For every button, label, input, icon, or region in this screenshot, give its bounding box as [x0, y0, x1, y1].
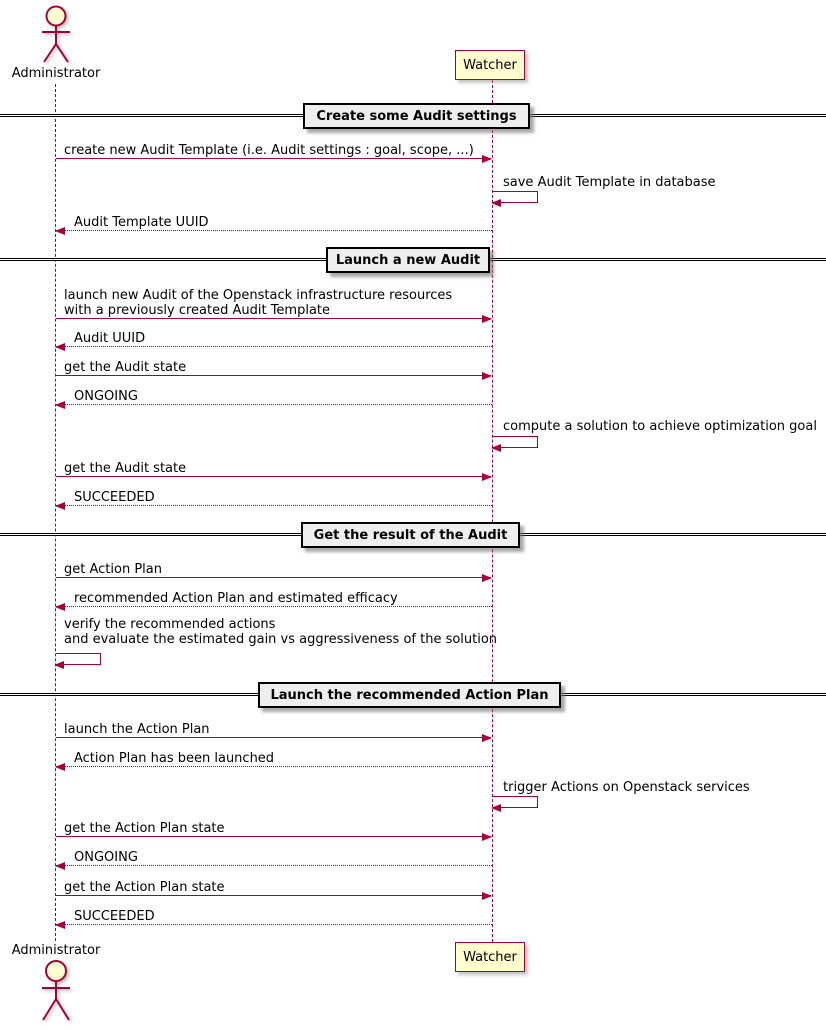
- message-arrow-solid: [56, 577, 491, 578]
- message-arrow-return: [56, 766, 492, 767]
- divider-create-audit-settings: Create some Audit settings: [303, 103, 530, 129]
- watcher-participant-top: Watcher: [455, 50, 525, 80]
- watcher-participant-bottom: Watcher: [455, 942, 525, 972]
- message-label: create new Audit Template (i.e. Audit settings : goal, scope, ...): [64, 143, 474, 158]
- message-label: launch new Audit of the Openstack infrastructure resources with a previously created Audit Template: [64, 288, 453, 318]
- arrowhead-left-icon: [55, 502, 65, 510]
- self-message-loop: [56, 653, 101, 665]
- divider-get-result: Get the result of the Audit: [301, 522, 520, 548]
- message-label: launch the Action Plan: [64, 722, 210, 737]
- self-message-loop: [493, 191, 538, 203]
- message-label: get the Audit state: [64, 461, 187, 476]
- self-message-loop: [493, 436, 538, 448]
- arrowhead-left-icon: [55, 603, 65, 611]
- administrator-label-bottom: Administrator: [11, 943, 101, 958]
- arrowhead-left-icon: [491, 199, 501, 207]
- message-label: get the Audit state: [64, 360, 187, 375]
- arrowhead-right-icon: [482, 892, 492, 900]
- administrator-label-top: Administrator: [11, 66, 101, 81]
- message-label: ONGOING: [74, 389, 138, 404]
- arrowhead-right-icon: [482, 574, 492, 582]
- arrowhead-left-icon: [55, 343, 65, 351]
- arrowhead-left-icon: [55, 862, 65, 870]
- arrowhead-right-icon: [482, 315, 492, 323]
- message-arrow-solid: [56, 375, 491, 376]
- arrowhead-left-icon: [55, 401, 65, 409]
- message-label: Audit Template UUID: [74, 215, 209, 230]
- arrowhead-right-icon: [482, 833, 492, 841]
- message-arrow-solid: [56, 895, 491, 896]
- message-arrow-return: [56, 230, 492, 231]
- message-arrow-return: [56, 924, 492, 925]
- administrator-actor-icon: [36, 4, 76, 66]
- message-label: get the Action Plan state: [64, 821, 225, 836]
- self-message-loop: [493, 796, 538, 808]
- arrowhead-left-icon: [491, 804, 501, 812]
- arrowhead-left-icon: [55, 227, 65, 235]
- message-arrow-solid: [56, 158, 491, 159]
- message-label: recommended Action Plan and estimated efficacy: [74, 591, 398, 606]
- message-arrow-solid: [56, 318, 491, 319]
- arrowhead-right-icon: [482, 734, 492, 742]
- message-label: verify the recommended actions and evaluate the estimated gain vs aggressiveness of the solution: [64, 617, 498, 647]
- message-arrow-return: [56, 346, 492, 347]
- message-label: get the Action Plan state: [64, 880, 225, 895]
- message-arrow-solid: [56, 737, 491, 738]
- message-arrow-return: [56, 505, 492, 506]
- arrowhead-left-icon: [54, 661, 64, 669]
- message-arrow-return: [56, 865, 492, 866]
- message-label: save Audit Template in database: [503, 175, 716, 190]
- message-label: Audit UUID: [74, 331, 146, 346]
- arrowhead-right-icon: [482, 473, 492, 481]
- message-arrow-return: [56, 404, 492, 405]
- watcher-lifeline: [492, 80, 493, 942]
- message-label: ONGOING: [74, 850, 138, 865]
- divider-launch-action-plan: Launch the recommended Action Plan: [258, 682, 561, 708]
- message-label: SUCCEEDED: [74, 909, 155, 924]
- divider-launch-new-audit: Launch a new Audit: [326, 247, 490, 273]
- message-arrow-solid: [56, 836, 491, 837]
- arrowhead-right-icon: [482, 372, 492, 380]
- message-label: get Action Plan: [64, 562, 162, 577]
- message-label: Action Plan has been launched: [74, 751, 275, 766]
- arrowhead-right-icon: [482, 155, 492, 163]
- arrowhead-left-icon: [55, 921, 65, 929]
- administrator-lifeline: [55, 84, 56, 941]
- message-label: SUCCEEDED: [74, 490, 155, 505]
- administrator-actor-icon-bottom: [36, 958, 76, 1028]
- message-arrow-return: [56, 606, 492, 607]
- message-arrow-solid: [56, 476, 491, 477]
- message-label: trigger Actions on Openstack services: [503, 780, 750, 795]
- arrowhead-left-icon: [55, 763, 65, 771]
- message-label: compute a solution to achieve optimization goal: [503, 419, 817, 434]
- arrowhead-left-icon: [491, 444, 501, 452]
